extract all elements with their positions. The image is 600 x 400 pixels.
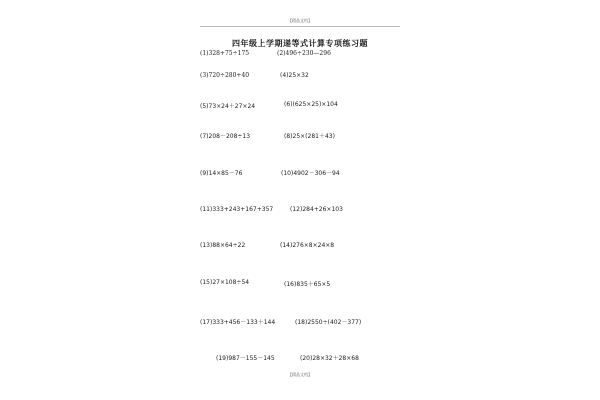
problem-13: (13)88×64÷22 [200, 242, 246, 249]
header-tag: 【精品文档】 [288, 18, 312, 23]
problem-7: (7)208－208÷13 [200, 133, 251, 140]
problem-11: (11)333+243+167+357 [200, 206, 274, 213]
problem-16: (16)835＋65×5 [284, 281, 331, 288]
problem-3: (3)720÷280+40 [200, 72, 250, 79]
problem-20: (20)28×32＋28×68 [300, 355, 359, 362]
problem-6: (6)(625×25)×104 [284, 101, 338, 108]
header-divider [200, 26, 400, 27]
problem-2: (2)496÷230—296 [277, 50, 331, 57]
problem-10: (10)4902－306－94 [281, 170, 340, 177]
problem-18: (18)2550÷(402－377) [295, 319, 362, 326]
problem-15: (15)27×108÷54 [200, 279, 250, 286]
problem-14: (14)276×8×24×8 [280, 242, 335, 249]
problem-5: (5)73×24＋27×24 [200, 103, 256, 110]
problem-12: (12)284+26×103 [290, 206, 343, 213]
problem-8: (8)25×(281＋43) [284, 133, 335, 140]
footer-tag: 【精品文档】 [288, 372, 312, 377]
problem-17: (17)333+456－133＋144 [200, 319, 276, 326]
page-title: 四年级上学期递等式计算专项练习题 [232, 39, 368, 48]
problem-1: (1)328+75÷175 [200, 50, 250, 57]
problem-9: (9)14×85－76 [200, 170, 243, 177]
problem-19: (19)987－155－145 [216, 355, 275, 362]
problem-4: (4)25×32 [280, 72, 309, 79]
